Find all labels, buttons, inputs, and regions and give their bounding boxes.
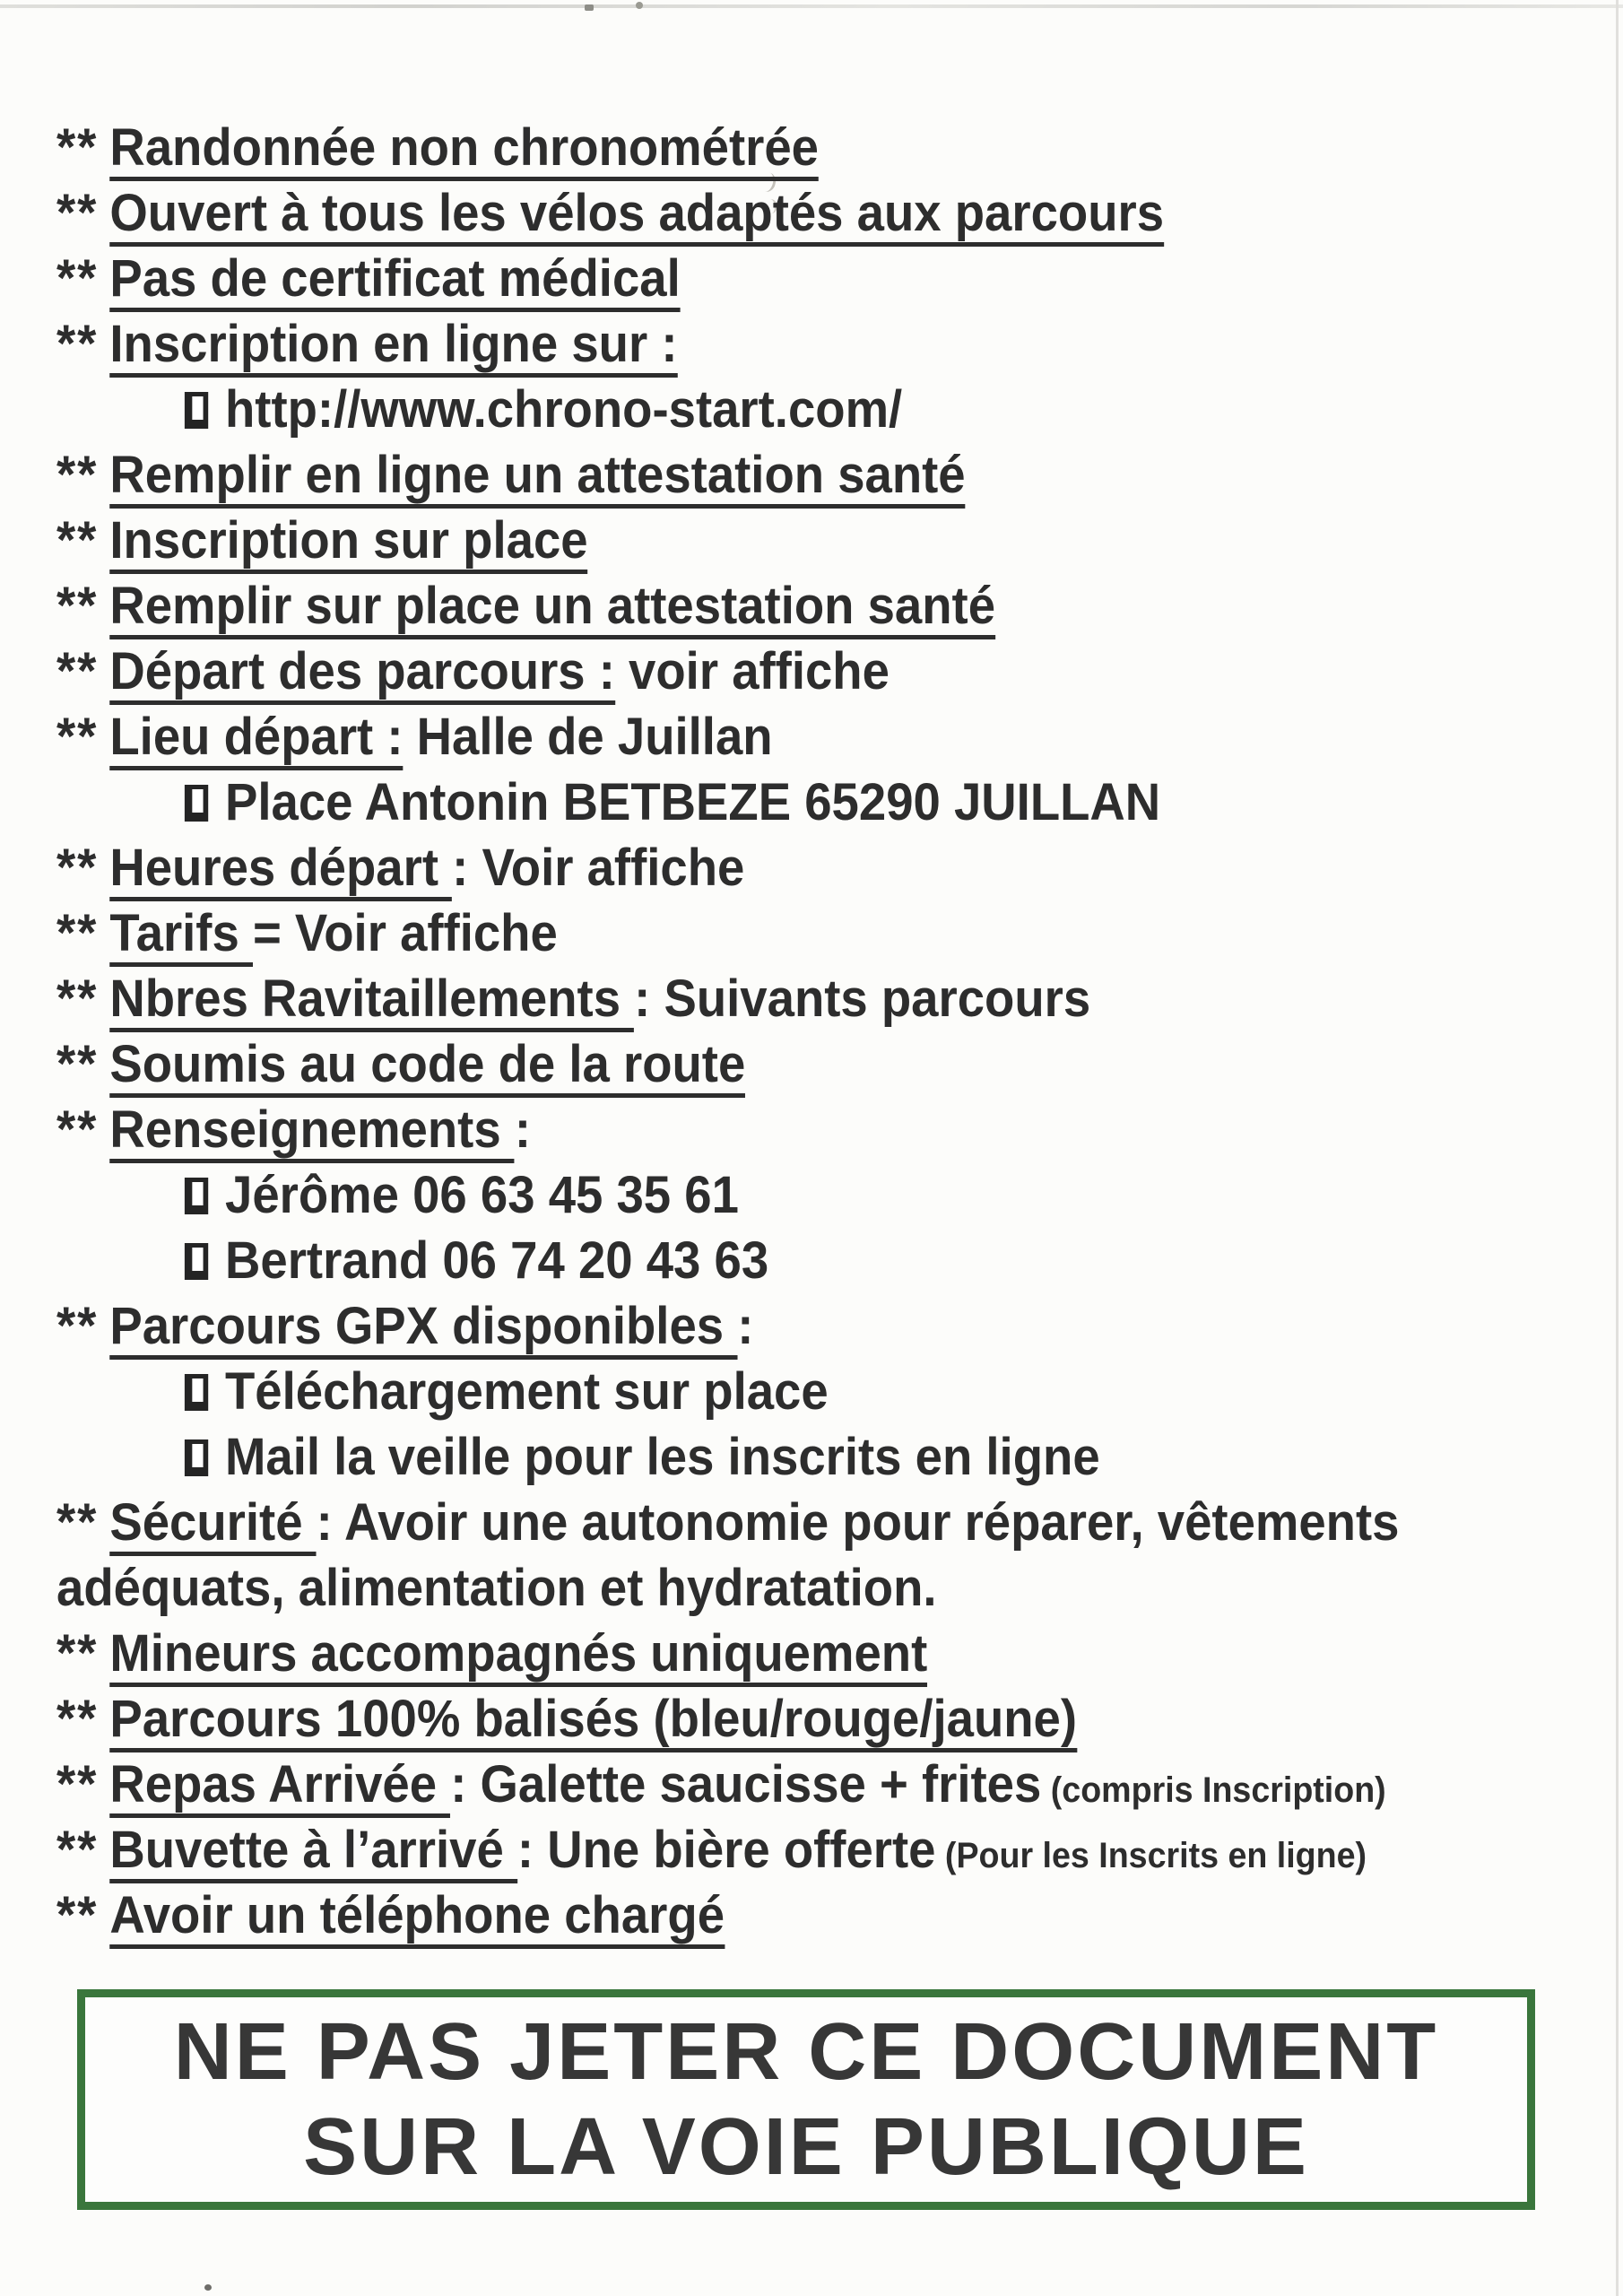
underlined-text: Heures départ bbox=[109, 839, 452, 901]
line-content bbox=[56, 1424, 1100, 1490]
list-item-continuation bbox=[56, 1555, 1485, 1621]
line-content bbox=[56, 1621, 927, 1686]
do-not-litter-notice-box bbox=[77, 1989, 1535, 2210]
underlined-text: Inscription sur place bbox=[109, 511, 587, 574]
line-content bbox=[56, 442, 966, 508]
underlined-text: Nbres Ravitaillements bbox=[109, 970, 634, 1032]
line-content bbox=[56, 1293, 753, 1359]
line-content bbox=[56, 1817, 1367, 1889]
underlined-text: Tarifs bbox=[109, 904, 253, 967]
double-asterisk-bullet: ** bbox=[56, 1821, 99, 1879]
checkbox-item bbox=[56, 1359, 1485, 1424]
plain-text: Place Antonin BETBEZE 65290 JUILLAN bbox=[225, 773, 1161, 831]
double-asterisk-bullet: ** bbox=[56, 904, 99, 962]
double-asterisk-bullet: ** bbox=[56, 446, 99, 504]
list-item bbox=[56, 1621, 1485, 1686]
plain-text: = Voir affiche bbox=[252, 904, 558, 962]
list-item bbox=[56, 180, 1485, 246]
line-content bbox=[56, 1162, 739, 1228]
list-item bbox=[56, 115, 1485, 180]
plain-text: : bbox=[514, 1100, 531, 1159]
plain-text: adéquats, alimentation et hydratation. bbox=[56, 1559, 937, 1617]
list-item bbox=[56, 1490, 1485, 1555]
double-asterisk-bullet: ** bbox=[56, 184, 99, 242]
plain-text: : bbox=[737, 1297, 754, 1355]
line-content bbox=[56, 1031, 745, 1097]
list-item bbox=[56, 1883, 1485, 1948]
double-asterisk-bullet: ** bbox=[56, 315, 99, 373]
underlined-text: Avoir un téléphone chargé bbox=[109, 1886, 725, 1949]
checkbox-item bbox=[56, 770, 1485, 835]
underlined-text: Remplir en ligne un attestation santé bbox=[109, 446, 965, 509]
double-asterisk-bullet: ** bbox=[56, 1493, 99, 1552]
underlined-text: Soumis au code de la route bbox=[109, 1035, 745, 1098]
list-item bbox=[56, 1293, 1485, 1359]
list-item bbox=[56, 639, 1485, 704]
scan-artifact-speck bbox=[204, 2284, 212, 2291]
line-content bbox=[56, 573, 995, 639]
line-content bbox=[56, 770, 1160, 835]
list-item bbox=[56, 704, 1485, 770]
notice-line-1: NE PAS JETER CE DOCUMENT bbox=[173, 2006, 1439, 2097]
scan-artifact-top-line bbox=[0, 4, 1623, 8]
scan-artifact-right-edge bbox=[1616, 0, 1619, 2296]
underlined-text: Inscription en ligne sur : bbox=[109, 315, 677, 378]
open-checkbox-icon bbox=[185, 392, 208, 429]
list-item bbox=[56, 311, 1485, 377]
open-checkbox-icon bbox=[185, 1439, 208, 1476]
list-item bbox=[56, 442, 1485, 508]
line-content bbox=[56, 1686, 1077, 1752]
line-content bbox=[56, 1883, 725, 1948]
list-item bbox=[56, 900, 1485, 966]
plain-text: Mail la veille pour les inscrits en ligne bbox=[225, 1428, 1100, 1486]
line-content bbox=[56, 1359, 829, 1424]
plain-text: Halle de Juillan bbox=[403, 708, 773, 766]
plain-text: http://www.chrono-start.com/ bbox=[225, 380, 903, 439]
list-item bbox=[56, 1752, 1485, 1817]
double-asterisk-bullet: ** bbox=[56, 1886, 99, 1944]
underlined-text: Remplir sur place un attestation santé bbox=[109, 577, 995, 639]
double-asterisk-bullet: ** bbox=[56, 1755, 99, 1813]
line-content bbox=[56, 1490, 1399, 1555]
line-content bbox=[56, 900, 558, 966]
list-item bbox=[56, 835, 1485, 900]
underlined-text: Pas de certificat médical bbox=[109, 249, 680, 312]
list-item bbox=[56, 966, 1485, 1031]
notice-line-2: SUR LA VOIE PUBLIQUE bbox=[303, 2102, 1309, 2192]
double-asterisk-bullet: ** bbox=[56, 642, 99, 700]
list-item bbox=[56, 1817, 1485, 1883]
line-content bbox=[56, 966, 1090, 1031]
underlined-text: Parcours 100% balisés (bleu/rouge/jaune) bbox=[109, 1690, 1077, 1752]
double-asterisk-bullet: ** bbox=[56, 1297, 99, 1355]
open-checkbox-icon bbox=[185, 785, 208, 822]
list-item bbox=[56, 246, 1485, 311]
plain-text: : Une bière offerte bbox=[516, 1821, 936, 1879]
double-asterisk-bullet: ** bbox=[56, 839, 99, 897]
checkbox-item bbox=[56, 1228, 1485, 1293]
plain-text: Bertrand 06 74 20 43 63 bbox=[225, 1231, 769, 1290]
line-content bbox=[56, 1228, 768, 1293]
line-content bbox=[56, 1752, 1386, 1823]
line-content bbox=[56, 639, 890, 704]
line-content bbox=[56, 704, 773, 770]
line-content bbox=[56, 377, 902, 442]
checkbox-item bbox=[56, 377, 1485, 442]
double-asterisk-bullet: ** bbox=[56, 1624, 99, 1683]
scan-artifact bbox=[585, 4, 594, 11]
double-asterisk-bullet: ** bbox=[56, 511, 99, 570]
plain-text: Jérôme 06 63 45 35 61 bbox=[225, 1166, 739, 1224]
plain-text: : Avoir une autonomie pour réparer, vêtements bbox=[316, 1493, 1400, 1552]
plain-text: : Galette saucisse + frites bbox=[450, 1755, 1042, 1813]
small-note-text: (Pour les Inscrits en ligne) bbox=[935, 1836, 1367, 1875]
checkbox-item bbox=[56, 1162, 1485, 1228]
double-asterisk-bullet: ** bbox=[56, 577, 99, 635]
plain-text: voir affiche bbox=[614, 642, 890, 700]
double-asterisk-bullet: ** bbox=[56, 249, 99, 308]
underlined-text: Randonnée non chronométrée bbox=[109, 118, 819, 181]
double-asterisk-bullet: ** bbox=[56, 118, 99, 177]
plain-text: : Suivants parcours bbox=[634, 970, 1091, 1028]
list-item bbox=[56, 508, 1485, 573]
underlined-text: Lieu départ : bbox=[109, 708, 403, 770]
list-item bbox=[56, 1686, 1485, 1752]
underlined-text: Sécurité bbox=[109, 1493, 316, 1556]
underlined-text: Renseignements bbox=[109, 1100, 514, 1163]
open-checkbox-icon bbox=[185, 1178, 208, 1214]
open-checkbox-icon bbox=[185, 1374, 208, 1411]
line-content bbox=[56, 180, 1164, 246]
line-content bbox=[56, 835, 744, 900]
plain-text: Téléchargement sur place bbox=[225, 1362, 829, 1421]
double-asterisk-bullet: ** bbox=[56, 970, 99, 1028]
small-note-text: (compris Inscription) bbox=[1041, 1770, 1386, 1810]
underlined-text: Départ des parcours : bbox=[109, 642, 615, 705]
checkbox-item bbox=[56, 1424, 1485, 1490]
list-item bbox=[56, 1031, 1485, 1097]
scan-artifact bbox=[636, 2, 643, 9]
double-asterisk-bullet: ** bbox=[56, 1690, 99, 1748]
plain-text: : Voir affiche bbox=[452, 839, 745, 897]
line-content bbox=[56, 508, 588, 573]
line-content bbox=[56, 246, 681, 311]
underlined-text: Repas Arrivée bbox=[109, 1755, 450, 1818]
underlined-text: Buvette à l’arrivé bbox=[109, 1821, 517, 1883]
underlined-text: Parcours GPX disponibles bbox=[109, 1297, 737, 1360]
open-checkbox-icon bbox=[185, 1243, 208, 1280]
rules-list bbox=[56, 115, 1485, 1948]
double-asterisk-bullet: ** bbox=[56, 708, 99, 766]
line-content bbox=[56, 115, 819, 180]
double-asterisk-bullet: ** bbox=[56, 1035, 99, 1093]
underlined-text: Ouvert à tous les vélos adaptés aux parcours bbox=[109, 184, 1164, 247]
underlined-text: Mineurs accompagnés uniquement bbox=[109, 1624, 927, 1687]
line-content bbox=[56, 1555, 937, 1621]
list-item bbox=[56, 1097, 1485, 1162]
line-content bbox=[56, 1097, 531, 1162]
line-content bbox=[56, 311, 677, 377]
double-asterisk-bullet: ** bbox=[56, 1100, 99, 1159]
list-item bbox=[56, 573, 1485, 639]
